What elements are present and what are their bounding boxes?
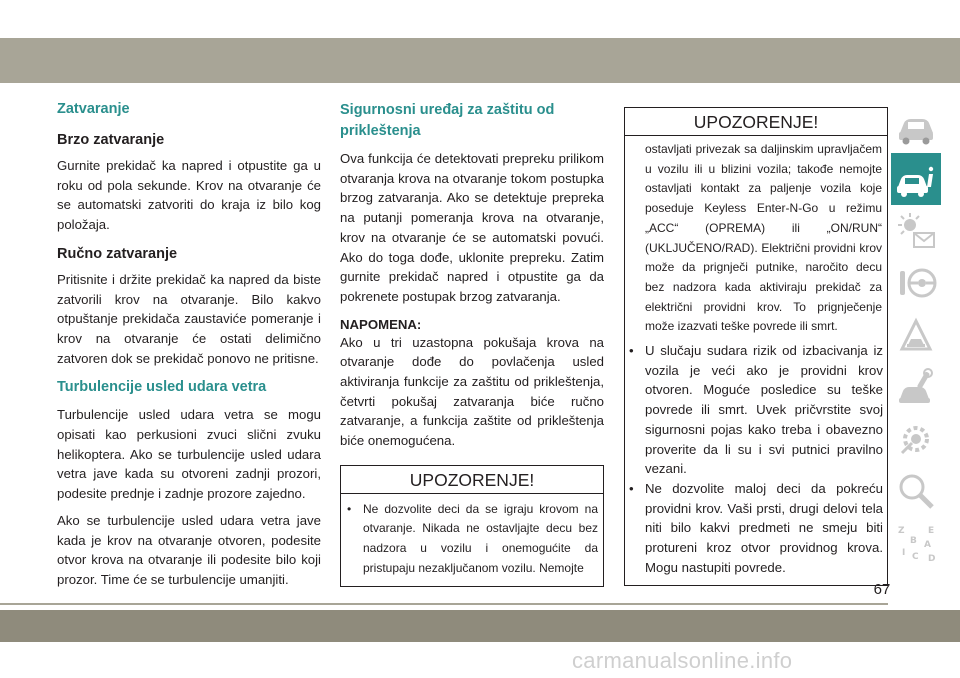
warning-bullets-right (625, 341, 887, 585)
paragraph-manual-closing: Pritisnite i držite prekidač ka napred da biste zatvorili krov na otvaranje. Bilo kakvo otpuštanje prekidača zaustaviće pomeranje i krov na otvaranje će ostati delimično zatvoren dok se prekidač ponovo ne pritisne. (57, 271, 321, 366)
heading-wind-buffeting: Turbulencije usled udara vetra (57, 379, 267, 396)
hazard-car-icon (894, 313, 938, 357)
sun-envelope-icon (894, 209, 938, 253)
paragraph-buffeting-2: Ako se turbulencije usled udara vetra jave kada je krov na otvaranje otvoren, podesite otvor krova na otvaranje ili podesite bilo koji prozor. Time će se turbulencije umanjiti. (57, 512, 321, 587)
svg-text:I: I (902, 548, 906, 558)
column-left (57, 96, 321, 590)
svg-text:D: D (928, 554, 936, 564)
warning-bullet-children: • Ne dozvolite maloj deci da pokreću providni krov. Vaši prsti, drugi delovi tela niti bilo kakvi predmeti ne smeju biti protureni kroz otvor providnog krova. Mogu nastupiti povrede. (629, 479, 883, 578)
watermark: carmanualsonline.info (572, 648, 793, 673)
warning-list-right (629, 341, 883, 577)
tab-index[interactable] (891, 517, 941, 569)
svg-text:A: A (924, 540, 931, 550)
gear-tools-icon (894, 417, 938, 461)
warning-box-middle (340, 465, 604, 587)
tab-car-info[interactable] (891, 153, 941, 205)
warning-bullet-ejection: • U slučaju sudara rizik od izbacivanja iz vozila je veći ako je providni krov otvoren. Moguće posledice su teške povrede ili smrt. Uvek pričvrstite svoj sigurnosni pojas kako treba i obavezno proverite da li su i svi putnici pravilno vezani. (629, 341, 883, 479)
paragraph-pinch-protection: Ova funkcija će detektovati prepreku prilikom otvaranja krova na otvaranje tokom postupka brzog zatvaranja. Ako se detektuje prepreka na putanji pomeranja krova na otvaranje, krov na otvaranje će se automatski povući. Ako do toga dođe, uklonite prepreku. Zatim gurnite prekidač napred i otpustite ga da pokrenete postupak brzog zatvaranja. (340, 151, 604, 304)
heading-pinch-protection: Sigurnosni uređaj za zaštitu od prikleštenja (340, 102, 555, 139)
heading-manual-closing: Ručno zatvaranje (57, 245, 178, 262)
note-label: NAPOMENA: (340, 316, 422, 332)
note-text: Ako u tri uzastopna pokušaja krova na otvaranje dođe do povlačenja usled aktiviranja funkcije za zaštitu od prikleštenja, četvrti pokušaj zatvaranja biće ručno zatvaranje, a funkcija zaštite od prikleštenja biće onemogućena. (340, 334, 604, 449)
footer-band (0, 610, 960, 642)
column-middle (340, 96, 604, 587)
warning-bullet: • Ne dozvolite deci da se igraju krovom na otvaranje. Nikada ne ostavljajte decu bez nadzora u vozilu i onemogućite da pristupaju nezaključanom vozilu. Nemojte (347, 500, 598, 578)
column-right (624, 107, 888, 586)
header-band (0, 38, 960, 83)
warning-continued-text: ostavljati privezak sa daljinskim upravljačem u vozilu ili u blizini vozila; takođe nemojte ostavljati kontakt za paljenje vozila koje poseduje Keyless Enter-N-Go u režimu „ACC“ (OPREMA) ili „ON/RUN“ (UKLJUČENO/RAD). Električni providni krov može da prignječi putnike, naročito decu bez nadzora kada aktiviraju prekidač za električni providni krov. To prignječenje može izazvati teške povrede ili smrt. (645, 142, 882, 334)
tab-search[interactable] (891, 465, 941, 517)
footer-rule (0, 603, 888, 605)
page-number: 67 (873, 581, 891, 598)
tab-hazard[interactable] (891, 309, 941, 361)
tab-wrench-car[interactable] (891, 361, 941, 413)
svg-text:C: C (912, 552, 919, 562)
car-info-icon (894, 157, 938, 201)
wrench-car-icon (894, 365, 938, 409)
steering-wheel-icon (894, 261, 938, 305)
warning-title-middle: UPOZORENJE! (341, 466, 603, 494)
svg-text:B: B (910, 536, 917, 546)
warning-box-right (624, 107, 888, 586)
heading-quick-closing: Brzo zatvaranje (57, 132, 165, 148)
tab-steering[interactable] (891, 257, 941, 309)
warning-body-middle (341, 494, 603, 586)
alphabet-index-icon (894, 521, 938, 565)
svg-text:E: E (928, 526, 935, 536)
tab-gear-tools[interactable] (891, 413, 941, 465)
svg-text:Z: Z (898, 526, 905, 536)
car-icon (894, 105, 938, 149)
tab-car[interactable] (891, 101, 941, 153)
heading-closing: Zatvaranje (57, 101, 130, 117)
magnifier-icon (894, 469, 938, 513)
tab-sun-envelope[interactable] (891, 205, 941, 257)
warning-list-middle (347, 500, 598, 578)
paragraph-buffeting-1: Turbulencije usled udara vetra se mogu opisati kao perkusioni zvuci slični zvuku helikoptera. Ako se turbulencije usled udara vetra jave kada su otvoreni zadnji prozori, podesite prednje i zadnje prozore zajedno. (57, 407, 321, 502)
warning-title-right: UPOZORENJE! (625, 108, 887, 136)
paragraph-quick-closing: Gurnite prekidač ka napred i otpustite ga u roku od pola sekunde. Krov na otvaranje će se automatski zatvoriti do kraja iz bilo kog položaja. (57, 158, 321, 233)
